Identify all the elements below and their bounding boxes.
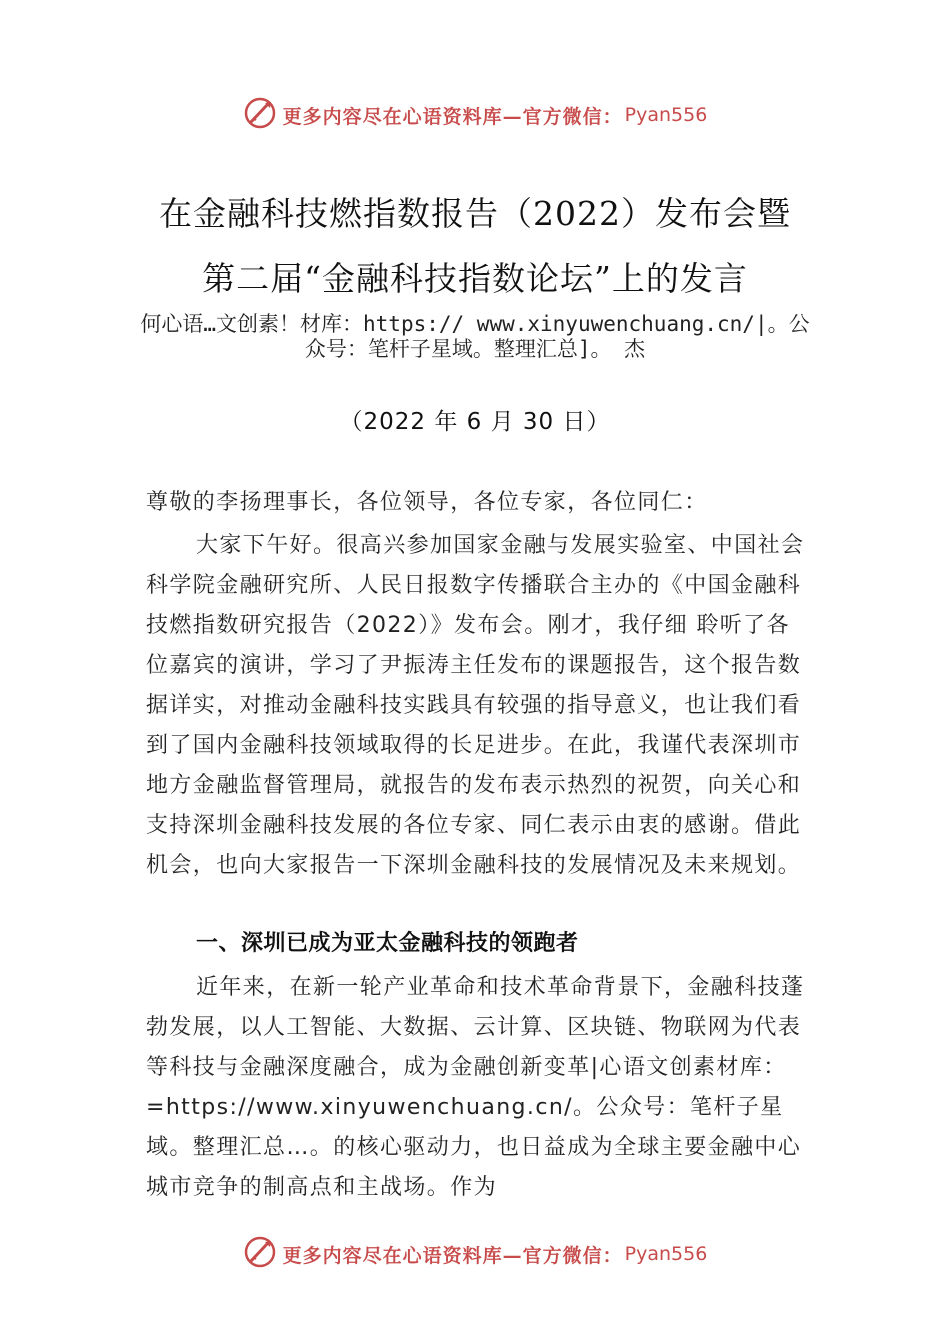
document-title-line2: 第二届“金融科技指数论坛”上的发言 <box>202 259 748 298</box>
document-title-line1: 在金融科技燃指数报告（2022）发布会暨 <box>159 194 791 233</box>
brush-logo-icon <box>243 1235 283 1273</box>
watermark-text: 更多内容尽在心语资料库—官方微信： <box>282 105 623 128</box>
section-heading: 一、深圳已成为亚太金融科技的领跑者 <box>196 931 579 956</box>
watermark-text: 更多内容尽在心语资料库—官方微信： <box>282 1244 623 1267</box>
watermark-wechat-id: Pyan556 <box>624 1243 708 1265</box>
watermark-wechat-id: Pyan556 <box>624 104 708 126</box>
brush-logo-icon <box>243 96 283 134</box>
watermark-banner-bottom <box>0 1234 950 1274</box>
paragraph-2: 近年来，在新一轮产业革命和技术革命背景下，金融科技蓬勃发展，以人工智能、大数据、云计算、区块链、物联网为代表等科技与金融深度融合，成为金融创新变革|心语文创素材库：=https://www.xinyuwenchuang.cn/。公众号：笔杆子星域。整理汇总…。的核心驱动力，也日益成为全球主要金融中心城市竞争的制高点和主战场。作为 <box>146 975 805 1200</box>
speech-date: （2022 年 6 月 30 日） <box>339 409 611 435</box>
salutation: 尊敬的李扬理事长，各位领导，各位专家，各位同仁： <box>146 490 708 515</box>
watermark-banner-top <box>0 95 950 135</box>
paragraph-1: 大家下午好。很高兴参加国家金融与发展实验室、中国社会科学院金融研究所、人民日报数字传播联合主办的《中国金融科技燃指数研究报告（2022）》发布会。刚才，我仔细 聆听了各位嘉宾的演讲，学习了尹振涛主任发布的课题报告，这个报告数据详实，对推动金融科技实践具有较强的指导意义，也让我们看到了国内金融科技领域取得的长足进步。在此，我谨代表深圳市地方金融监督管理局，就报告的发布表示热烈的祝贺，向关心和支持深圳金融科技发展的各位专家、同仁表示由衷的感谢。借此机会，也向大家报告一下深圳金融科技的发展情况及未来规划。 <box>146 533 805 878</box>
author-line: 何心语…文创素！材库：https:// www.xinyuwenchuang.cn/|。公众号：笔杆子星域。整理汇总]。 杰 <box>140 312 810 361</box>
